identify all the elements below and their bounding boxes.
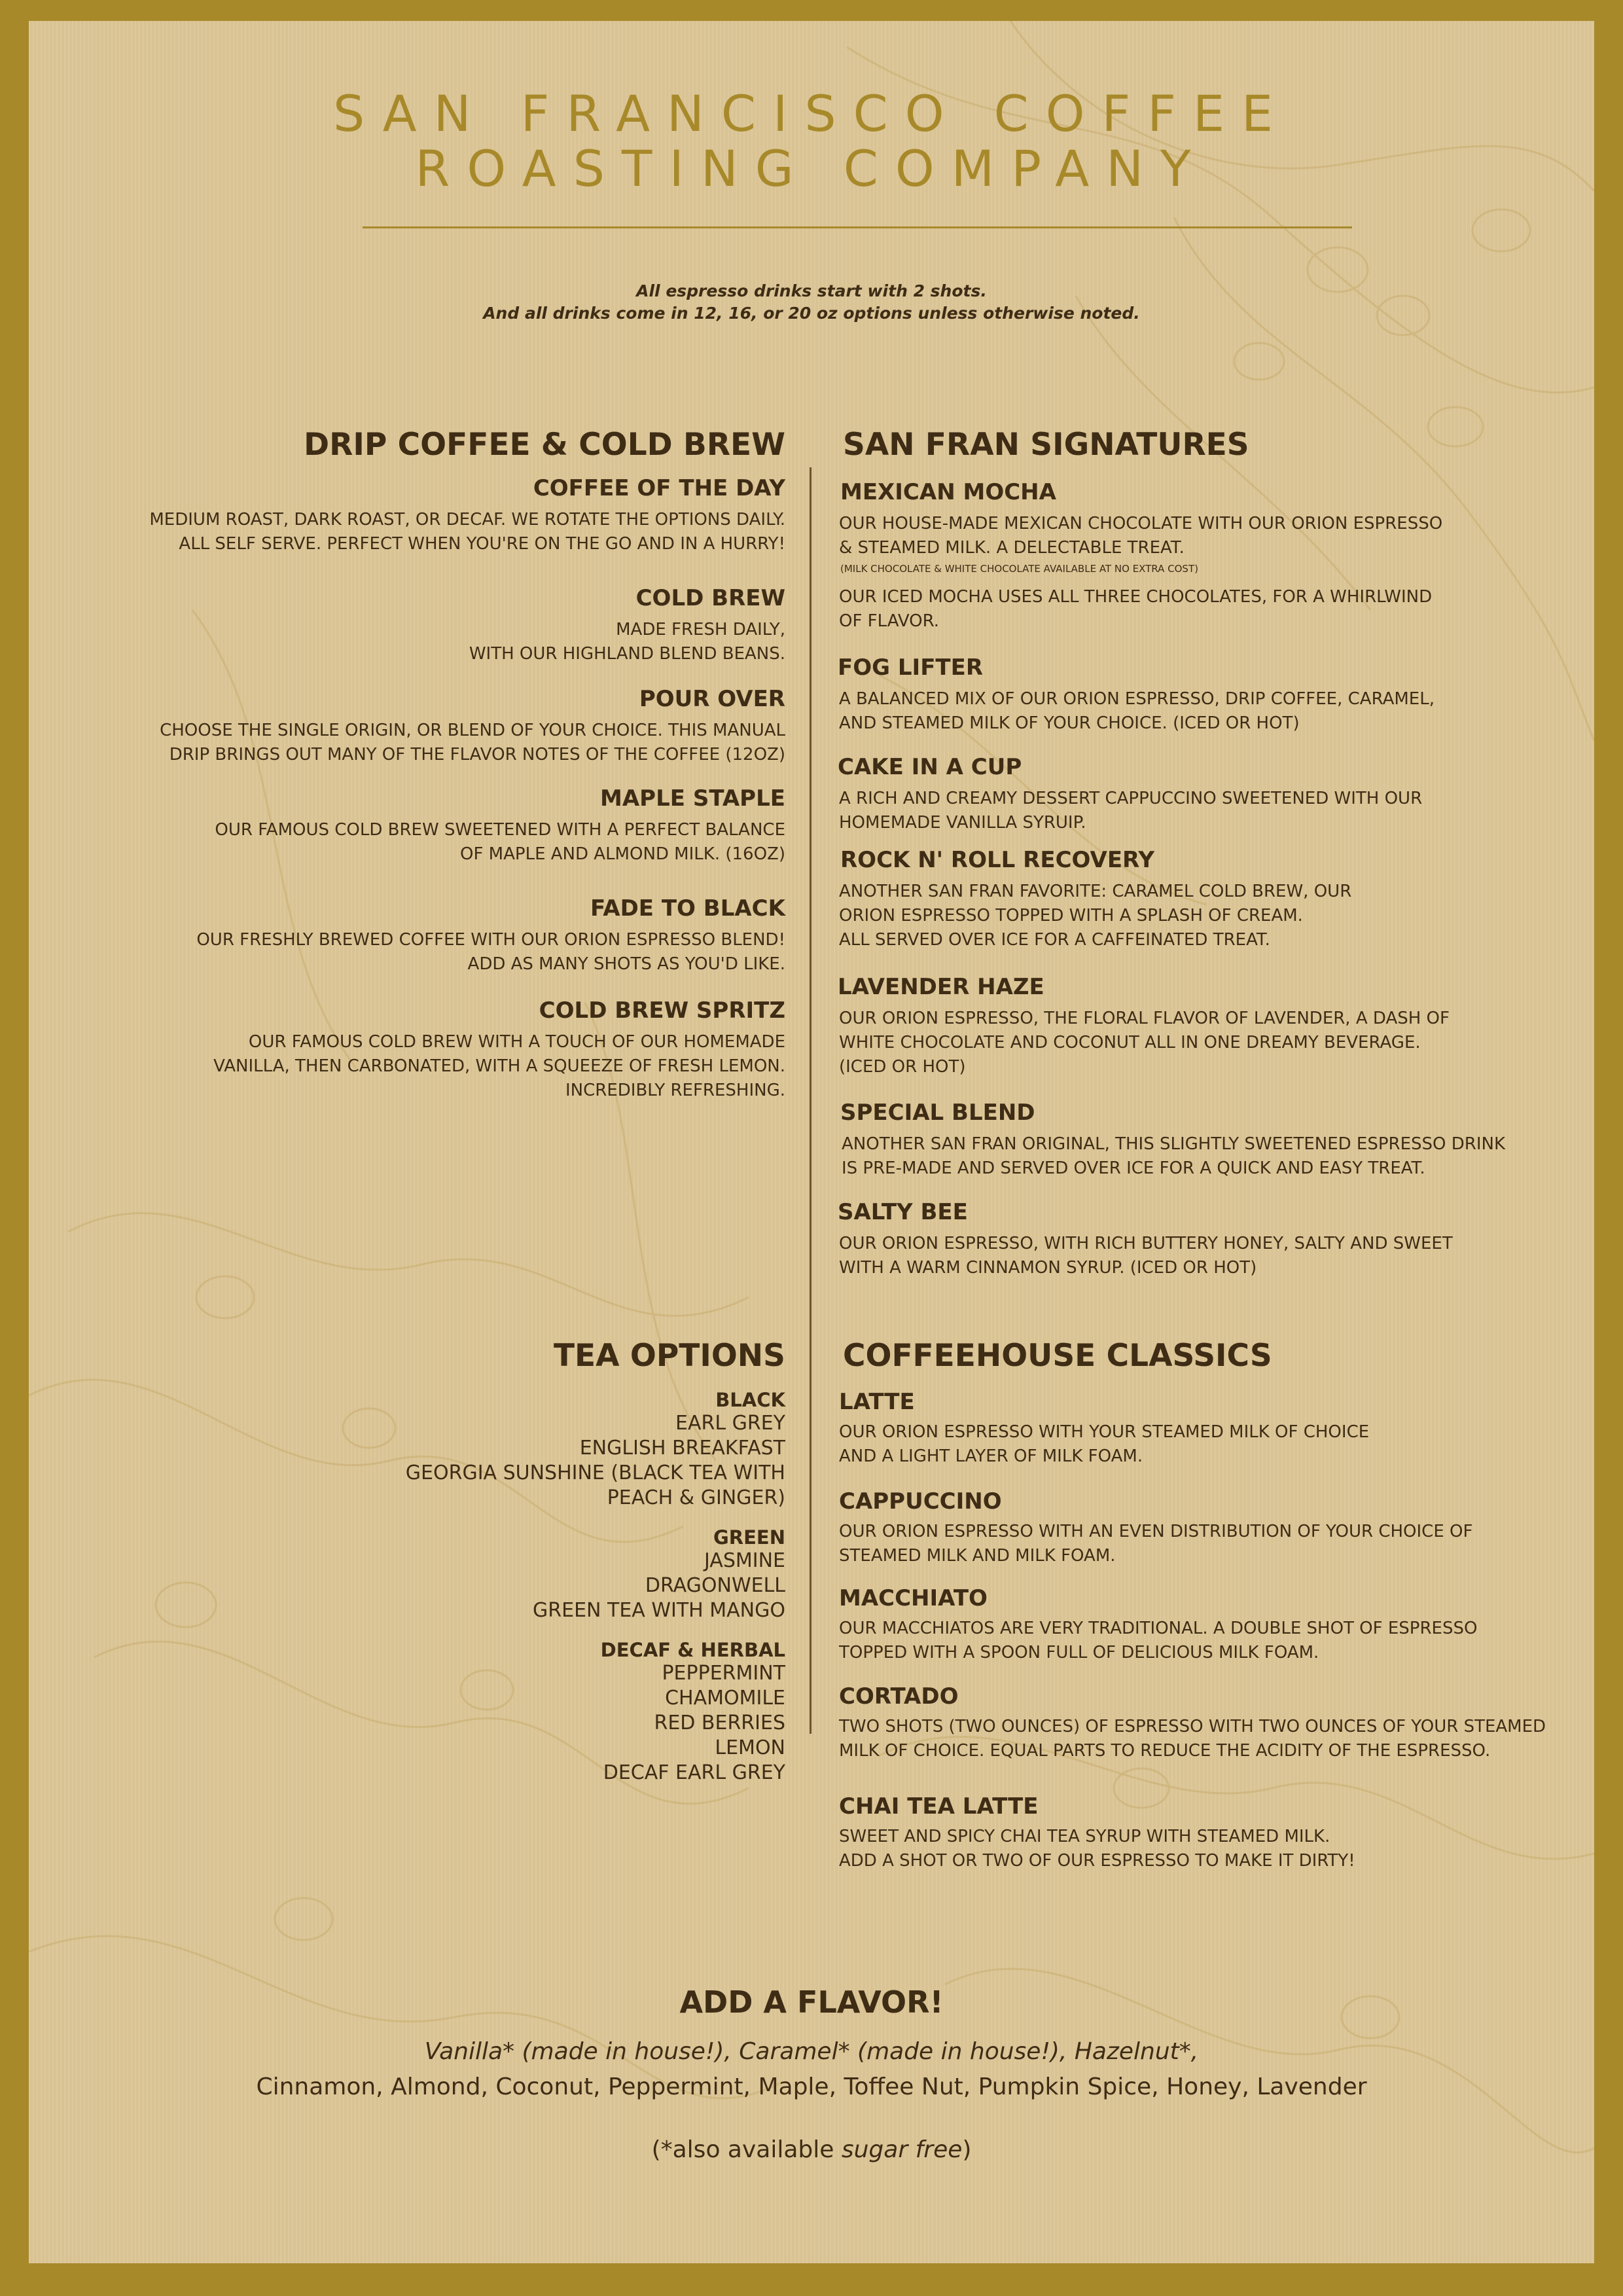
item-desc: ANOTHER SAN FRAN FAVORITE: CARAMEL COLD BREW, OUR [839,882,1352,901]
item-desc: A RICH AND CREAMY DESSERT CAPPUCCINO SWEETENED WITH OUR [839,789,1423,808]
sugar-free-note-italic: sugar free [841,2136,963,2163]
tea-item: DRAGONWELL [645,1574,785,1597]
title-line-2: ROASTING COMPANY [415,139,1208,198]
item-desc: CHOOSE THE SINGLE ORIGIN, OR BLEND OF YOUR CHOICE. THIS MANUAL [160,721,785,740]
tea-item: PEACH & GINGER) [607,1486,785,1509]
item-name: MAPLE STAPLE [600,785,785,812]
item-desc: OF FLAVOR. [839,611,940,631]
item-desc: OUR ORION ESPRESSO, THE FLORAL FLAVOR OF LAVENDER, A DASH OF [839,1009,1450,1028]
item-name: POUR OVER [639,686,785,712]
item-desc: ADD AS MANY SHOTS AS YOU'D LIKE. [467,954,785,974]
section-title-classics: COFFEEHOUSE CLASSICS [843,1338,1272,1374]
item-desc: INCREDIBLY REFRESHING. [565,1081,785,1100]
item-desc: OUR FAMOUS COLD BREW WITH A TOUCH OF OUR HOMEMADE [248,1032,785,1052]
item-name: MACCHIATO [839,1585,988,1611]
tea-item: GREEN TEA WITH MANGO [533,1599,785,1622]
item-desc: ALL SERVED OVER ICE FOR A CAFFEINATED TREAT. [839,930,1270,950]
item-desc: ANOTHER SAN FRAN ORIGINAL, THIS SLIGHTLY SWEETENED ESPRESSO DRINK [842,1134,1506,1154]
tea-item: LEMON [715,1736,785,1759]
item-desc: WITH A WARM CINNAMON SYRUP. (ICED OR HOT) [839,1258,1257,1278]
column-divider [810,467,812,1734]
item-desc: OUR ORION ESPRESSO WITH AN EVEN DISTRIBUTION OF YOUR CHOICE OF [839,1522,1473,1541]
item-desc: TWO SHOTS (TWO OUNCES) OF ESPRESSO WITH TWO OUNCES OF YOUR STEAMED [839,1717,1546,1736]
item-desc: HOMEMADE VANILLA SYRUIP. [839,813,1086,833]
item-desc: TOPPED WITH A SPOON FULL OF DELICIOUS MILK FOAM. [839,1643,1319,1662]
item-desc: IS PRE-MADE AND SERVED OVER ICE FOR A QUICK AND EASY TREAT. [842,1158,1425,1178]
shots-note: All espresso drinks start with 2 shots. [636,281,987,300]
item-name: FADE TO BLACK [590,895,785,922]
item-name: SALTY BEE [838,1199,968,1225]
item-name: CAKE IN A CUP [838,754,1022,780]
item-name: MEXICAN MOCHA [840,479,1056,505]
item-desc: OUR FAMOUS COLD BREW SWEETENED WITH A PERFECT BALANCE [215,820,785,840]
item-desc: OUR ORION ESPRESSO WITH YOUR STEAMED MILK OF CHOICE [839,1422,1370,1442]
item-desc: OUR ICED MOCHA USES ALL THREE CHOCOLATES, FOR A WHIRLWIND [839,587,1433,607]
flavor-list-line-2: Cinnamon, Almond, Coconut, Peppermint, Maple, Toffee Nut, Pumpkin Spice, Honey, Lavender [256,2073,1367,2100]
section-title-signatures: SAN FRAN SIGNATURES [843,427,1249,463]
item-desc: AND A LIGHT LAYER OF MILK FOAM. [839,1446,1143,1466]
tea-item: RED BERRIES [654,1712,785,1734]
flavor-list-line-1 [29,2038,1594,2065]
tea-item: JASMINE [704,1549,785,1572]
item-name: COLD BREW [635,585,785,611]
item-desc: MADE FRESH DAILY, [616,620,785,639]
tea-item: PEPPERMINT [662,1662,785,1685]
item-name: FOG LIFTER [838,655,984,681]
item-desc: A BALANCED MIX OF OUR ORION ESPRESSO, DRIP COFFEE, CARAMEL, [839,689,1435,709]
item-name: ROCK N' ROLL RECOVERY [840,847,1155,873]
tea-item: CHAMOMILE [665,1687,785,1710]
item-desc: OUR HOUSE-MADE MEXICAN CHOCOLATE WITH OUR ORION ESPRESSO [839,514,1443,533]
tea-category: DECAF & HERBAL [600,1639,785,1661]
tea-category: GREEN [713,1526,785,1549]
item-name: COLD BREW SPRITZ [539,997,785,1024]
tea-item: EARL GREY [675,1412,785,1435]
sugar-free-note-suffix: ) [962,2136,972,2163]
section-title-drip: DRIP COFFEE & COLD BREW [304,427,785,463]
flavor-title: ADD A FLAVOR! [679,1984,944,2020]
item-desc: ORION ESPRESSO TOPPED WITH A SPLASH OF CREAM. [839,906,1303,925]
item-name: CHAI TEA LATTE [839,1793,1039,1820]
item-desc: OF MAPLE AND ALMOND MILK. (16OZ) [460,844,785,864]
tea-item: ENGLISH BREAKFAST [579,1437,785,1460]
sizes-note: And all drinks come in 12, 16, or 20 oz options unless otherwise noted. [483,304,1140,323]
tea-item: GEORGIA SUNSHINE (BLACK TEA WITH [405,1462,785,1484]
item-desc: ALL SELF SERVE. PERFECT WHEN YOU'RE ON THE GO AND IN A HURRY! [179,534,785,554]
item-desc: STEAMED MILK AND MILK FOAM. [839,1546,1116,1566]
item-desc: DRIP BRINGS OUT MANY OF THE FLAVOR NOTES OF THE COFFEE (12OZ) [169,745,785,764]
title-line-1: SAN FRANCISCO COFFEE [332,84,1291,143]
item-name: CAPPUCCINO [839,1488,1002,1515]
flavor-list-text: Vanilla* (made in house!), Caramel* (made in house!), Hazelnut*, [424,2038,1199,2065]
item-desc: (ICED OR HOT) [839,1057,966,1077]
section-title-tea: TEA OPTIONS [554,1338,785,1374]
item-desc: WITH OUR HIGHLAND BLEND BEANS. [469,644,785,664]
item-name: SPECIAL BLEND [840,1100,1035,1126]
item-desc: MILK OF CHOICE. EQUAL PARTS TO REDUCE THE ACIDITY OF THE ESPRESSO. [839,1741,1491,1761]
tea-item: DECAF EARL GREY [603,1761,785,1784]
sugar-free-note [29,2136,1594,2163]
item-desc: MEDIUM ROAST, DARK ROAST, OR DECAF. WE ROTATE THE OPTIONS DAILY. [149,510,785,529]
title-divider [363,226,1352,228]
item-desc: ADD A SHOT OR TWO OF OUR ESPRESSO TO MAKE IT DIRTY! [839,1851,1355,1871]
item-name: LATTE [839,1389,915,1415]
item-name: CORTADO [839,1683,959,1710]
item-name: COFFEE OF THE DAY [533,475,785,501]
item-desc: AND STEAMED MILK OF YOUR CHOICE. (ICED OR HOT) [839,713,1300,733]
item-desc: OUR FRESHLY BREWED COFFEE WITH OUR ORION ESPRESSO BLEND! [196,930,785,950]
item-name: LAVENDER HAZE [838,974,1044,1000]
sugar-free-note-prefix: (*also available [651,2136,842,2163]
item-fine-print: (MILK CHOCOLATE & WHITE CHOCOLATE AVAILABLE AT NO EXTRA COST) [840,563,1198,575]
item-desc: VANILLA, THEN CARBONATED, WITH A SQUEEZE OF FRESH LEMON. [213,1056,785,1076]
item-desc: WHITE CHOCOLATE AND COCONUT ALL IN ONE DREAMY BEVERAGE. [839,1033,1421,1052]
item-desc: & STEAMED MILK. A DELECTABLE TREAT. [839,538,1185,558]
item-desc: SWEET AND SPICY CHAI TEA SYRUP WITH STEAMED MILK. [839,1827,1330,1846]
item-desc: OUR ORION ESPRESSO, WITH RICH BUTTERY HONEY, SALTY AND SWEET [839,1234,1453,1253]
item-desc: OUR MACCHIATOS ARE VERY TRADITIONAL. A DOUBLE SHOT OF ESPRESSO [839,1619,1478,1638]
menu-page [29,21,1594,2263]
tea-category: BLACK [715,1389,785,1411]
